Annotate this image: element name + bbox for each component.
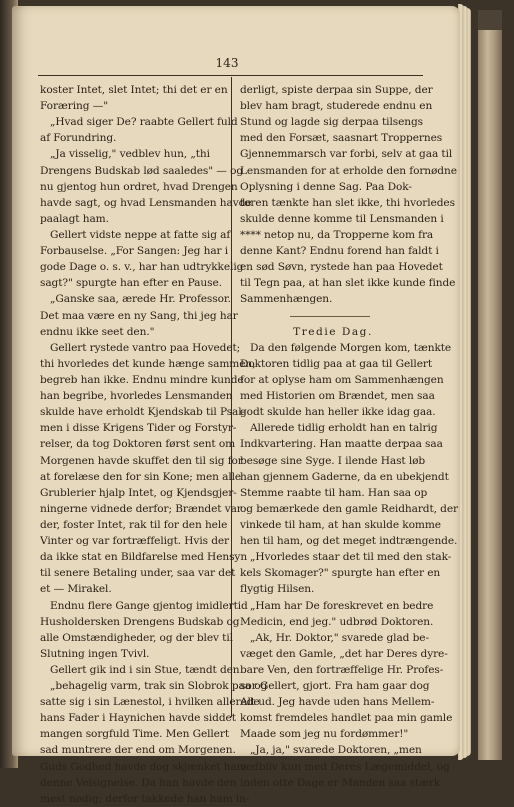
text-line: gode Dage o. s. v., har han udtrykkelig <box>40 261 244 274</box>
text-line: denne Velsignelse. Da han havde den <box>40 776 237 789</box>
page-number: 143 <box>215 56 239 70</box>
text-line: Forbauselse. „For Sangen: Jeg har i <box>40 245 229 258</box>
text-line: Gellert vidste neppe at fatte sig af <box>50 228 231 241</box>
text-line: bare Ven, den fortræffelige Hr. Profes- <box>240 663 444 676</box>
text-line: og bemærkede den gamle Reidhardt, der <box>240 502 458 515</box>
text-line: mest nødig; derfor takkede han ham in- <box>40 792 250 805</box>
text-line: Grublerier hjalp Intet, og Kjendsgjer- <box>40 486 237 499</box>
text-line: Stund og lagde sig derpaa tilsengs <box>240 116 423 129</box>
text-line: hans Fader i Haynichen havde siddet <box>40 712 236 725</box>
text-line: Drengens Budskab lød saaledes" — og <box>40 164 244 177</box>
text-line: vedbliv kun med Deres Lægemiddel, og <box>240 760 450 773</box>
text-line: Allerede tidlig erholdt han en talrig <box>250 422 438 435</box>
text-line: Medicin, end jeg." udbrød Doktoren. <box>240 615 434 628</box>
text-line: toren tænkte han slet ikke, thi hvorledes <box>240 196 455 209</box>
text-line: Doktoren tidlig paa at gaa til Gellert <box>240 357 433 370</box>
text-line: „Ganske saa, ærede Hr. Professor. <box>50 293 231 306</box>
book-page <box>12 6 460 805</box>
text-line: thi hvorledes det kunde hænge sammen, <box>40 357 256 370</box>
text-line: „Hvorledes staar det til med den stak- <box>250 551 452 564</box>
text-line: Endnu flere Gange gjentog imidlertid <box>50 599 248 612</box>
text-line: mangen sorgfuld Time. Men Gellert <box>40 728 229 741</box>
text-line: skulde have erholdt Kjendskab til Psal- <box>40 406 246 419</box>
text-line: „Ham har De foreskrevet en bedre <box>250 599 434 612</box>
text-line: ningerne vidnede derfor; Brændet var <box>40 502 242 515</box>
left-column <box>40 82 268 807</box>
text-line: Gellert rystede vantro paa Hovedet; <box>50 341 241 354</box>
text-line: en sød Søvn, rystede han paa Hovedet <box>240 261 443 274</box>
text-line: **** netop nu, da Tropperne kom fra <box>240 228 434 241</box>
text-line: Maade som jeg nu fordømmer!" <box>240 728 409 741</box>
text-line: inden otte Dage er Manden saa stærk <box>240 776 441 789</box>
text-line: af Forundring. <box>40 132 117 145</box>
text-line: Morgenen havde skuffet den til sig for <box>40 454 243 467</box>
text-line: vinkede til ham, at han skulde komme <box>240 518 441 531</box>
section-heading: Tredie Dag. <box>293 325 373 338</box>
text-line: Husholdersken Drengens Budskab og <box>40 615 240 628</box>
text-line: væget den Gamle, „det har Deres dyre- <box>240 647 448 660</box>
text-line: alle Omstændigheder, og der blev til <box>40 631 233 644</box>
text-line: Oplysning i denne Sag. Paa Dok- <box>240 180 412 193</box>
text-line: kels Skomager?" spurgte han efter en <box>240 567 441 580</box>
text-line: skulde denne komme til Lensmanden i <box>240 212 444 225</box>
text-line: „behagelig varm, trak sin Slobrok paa og <box>50 680 268 693</box>
text-line: til senere Betaling under, saa var det <box>40 567 236 580</box>
text-line: for at oplyse ham om Sammenhængen <box>240 373 444 386</box>
spine-cap <box>478 10 502 30</box>
text-line: endnu ikke seet den." <box>40 325 155 338</box>
text-line: til Tegn paa, at han slet ikke kunde finde <box>240 277 456 290</box>
text-line: paalagt ham. <box>40 212 109 225</box>
text-line: sagt?" spurgte han efter en Pause. <box>40 277 222 290</box>
text-line: begreb han ikke. Endnu mindre kunde <box>40 373 244 386</box>
text-line: „Hvad siger De? raabte Gellert fuld <box>50 116 238 129</box>
right-column <box>240 82 458 791</box>
text-line: Indkvartering. Han maatte derpaa saa <box>240 438 443 451</box>
text-line: hen til ham, og det meget indtrængende. <box>240 535 458 548</box>
text-line: Stemme raabte til ham. Han saa op <box>240 486 428 499</box>
text-line: nu gjentog hun ordret, hvad Drengen <box>40 180 238 193</box>
text-line: da ikke stat en Bildfarelse med Hensyn <box>40 551 248 564</box>
text-line: derligt, spiste derpaa sin Suppe, der <box>240 84 433 96</box>
text-line: sad muntrere der end om Morgenen. <box>40 744 236 757</box>
text-line: „Ak, Hr. Doktor," svarede glad be- <box>250 631 429 644</box>
page-edges <box>467 8 471 756</box>
text-line: han gjennem Gaderne, da en ubekjendt <box>240 470 449 483</box>
text-line: Foræring —" <box>40 100 108 113</box>
text-line: blev ham bragt, studerede endnu en <box>240 100 433 113</box>
text-line: Lensmanden for at erholde den fornødne <box>240 164 457 177</box>
text-line: koster Intet, slet Intet; thi det er en <box>40 84 228 96</box>
text-line: Sammenhængen. <box>240 293 333 306</box>
text-line: med den Forsæt, saasnart Troppernes <box>240 132 443 145</box>
text-line: Det maa være en ny Sang, thi jeg har <box>40 309 238 322</box>
text-line: at forelæse den for sin Kone; men alle <box>40 470 242 483</box>
text-line: men i disse Krigens Tider og Forstyr- <box>40 422 237 435</box>
text-line: Alt ud. Jeg havde uden hans Mellem- <box>240 696 435 709</box>
text-line: havde sagt, og hvad Lensmanden havde <box>40 196 252 209</box>
text-line: komst fremdeles handlet paa min gamle <box>240 712 453 725</box>
text-line: et — Mirakel. <box>40 583 112 596</box>
text-line: Gellert gik ind i sin Stue, tændt den <box>50 663 240 676</box>
text-line: satte sig i sin Lænestol, i hvilken allerede <box>40 696 260 709</box>
header-rule <box>38 75 423 76</box>
text-line: flygtig Hilsen. <box>240 583 315 596</box>
text-line: Guds Godhed havde dog skjænket ham <box>40 760 247 773</box>
text-line: sor Gellert, gjort. Fra ham gaar dog <box>240 680 430 693</box>
text-line: Slutning ingen Tvivl. <box>40 647 150 660</box>
text-line: der, foster Intet, rak til for den hele <box>40 518 228 531</box>
text-line: „Ja visselig," vedblev hun, „thi <box>50 148 210 161</box>
text-line: Vinter og var fortræffeligt. Hvis der <box>40 535 230 548</box>
text-line: „Ja, ja," svarede Doktoren, „men <box>250 744 422 757</box>
text-line: han begribe, hvorledes Lensmanden <box>40 390 233 403</box>
text-line: relser, da tog Doktoren først sent om <box>40 438 236 451</box>
text-line: denne Kant? Endnu forend han faldt i <box>240 245 439 258</box>
text-line: godt skulde han heller ikke idag gaa. <box>240 406 436 419</box>
text-line: Gjennemmarsch var forbi, selv at gaa til <box>240 148 453 161</box>
text-line: besøge sine Syge. I ilende Hast løb <box>240 454 426 467</box>
text-line: med Historien om Brændet, men saa <box>240 390 435 403</box>
text-line: Da den følgende Morgen kom, tænkte <box>250 341 452 354</box>
book-spine <box>478 10 502 760</box>
section-divider <box>240 308 426 324</box>
